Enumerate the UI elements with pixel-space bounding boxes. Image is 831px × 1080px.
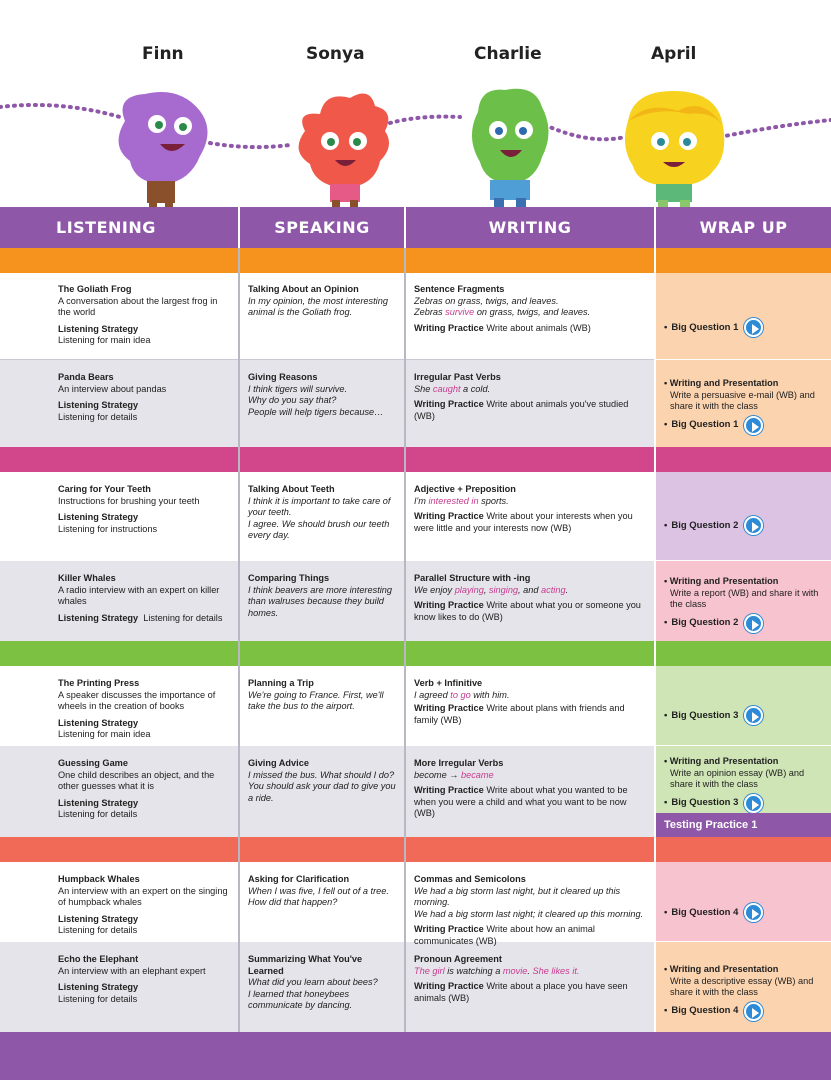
writing-cell — [406, 868, 654, 948]
big-question-label: Big Question 1 — [671, 321, 739, 333]
writing-practice-label: Writing Practice — [414, 399, 484, 410]
strategy-text: Listening for main idea — [58, 335, 151, 346]
writing-practice — [414, 924, 648, 947]
wrap-up-cell — [656, 372, 831, 435]
speaking-title: Summarizing What You've Learned — [248, 954, 363, 976]
example-highlight: singing — [488, 584, 519, 595]
strategy-line — [58, 613, 232, 625]
lesson-title: Humpback Whales — [58, 874, 140, 884]
example-part: become → — [414, 769, 461, 780]
writing-practice-text: Write about animals (WB) — [486, 322, 591, 333]
example-part: a cold. — [460, 383, 491, 394]
big-question-label: Big Question 2 — [671, 617, 739, 629]
writing-example: Zebras on grass, twigs, and leaves. — [414, 295, 559, 306]
writing-example — [414, 496, 648, 508]
play-icon[interactable] — [744, 903, 763, 922]
writing-example: We had a big storm last night, but it cleared up this morning. — [414, 885, 621, 908]
speaking-title: Comparing Things — [248, 573, 330, 583]
big-question-link[interactable]: • Big Question 1 — [664, 416, 825, 435]
writing-practice-text: Write about animals you've studied (WB) — [414, 399, 629, 421]
writing-presentation-title: Writing and Presentation — [669, 756, 779, 766]
character-name-sonya: Sonya — [306, 44, 365, 64]
writing-practice-text: Write about how an animal communicates (WB) — [414, 924, 595, 946]
writing-practice-label: Writing Practice — [414, 511, 484, 522]
example-part: I'm — [414, 495, 429, 506]
writing-cell — [406, 672, 654, 726]
speaking-example: I missed the bus. What should I do? — [248, 769, 395, 780]
big-question-label: Big Question 1 — [671, 419, 739, 431]
lesson-description: An interview about pandas — [58, 383, 167, 394]
writing-presentation-title: Writing and Presentation — [669, 964, 779, 974]
example-part: , and — [518, 584, 542, 595]
writing-practice-label: Writing Practice — [414, 924, 484, 935]
character-name-finn: Finn — [142, 44, 184, 64]
lesson-title: Caring for Your Teeth — [58, 484, 151, 494]
writing-example — [414, 384, 648, 396]
unit-band-4 — [0, 837, 831, 862]
sonya-character-illustration — [290, 86, 400, 216]
example-part: Zebras — [414, 307, 446, 318]
testing-practice-button[interactable]: Testing Practice 1 — [656, 813, 831, 837]
strategy-label: Listening Strategy — [58, 982, 139, 993]
example-part: . — [565, 584, 569, 595]
speaking-title: Planning a Trip — [248, 678, 314, 688]
example-part: sports. — [478, 495, 509, 506]
wrap-up-cell — [656, 570, 831, 633]
lesson-description: A radio interview with an expert on killer whales — [58, 584, 220, 607]
writing-practice-text: Write about what you wanted to be when you were a child and what you want to be now (WB) — [414, 785, 628, 819]
writing-example — [414, 585, 648, 597]
speaking-cell — [240, 948, 404, 1012]
speaking-example: You should ask your dad to give you a ride. — [248, 781, 396, 803]
example-highlight: to go — [450, 689, 471, 700]
play-icon[interactable] — [744, 516, 763, 535]
big-question-link[interactable]: • Big Question 2 — [664, 516, 825, 535]
character-name-april: April — [651, 44, 697, 64]
writing-presentation: • Writing and Presentation — [664, 964, 779, 974]
writing-cell — [406, 752, 654, 820]
speaking-example: I think beavers are more interesting than walruses because they build homes. — [248, 584, 393, 618]
play-icon[interactable] — [744, 1002, 763, 1021]
big-question-link[interactable]: • Big Question 4 — [664, 903, 825, 922]
play-icon[interactable] — [744, 614, 763, 633]
writing-cell — [406, 278, 654, 334]
big-question-link[interactable]: • Big Question 1 — [664, 318, 825, 337]
character-name-charlie: Charlie — [474, 44, 542, 64]
speaking-title: Asking for Clarification — [248, 874, 350, 884]
lesson-title: Echo the Elephant — [58, 954, 139, 964]
big-question-label: Big Question 2 — [671, 519, 739, 531]
writing-practice — [414, 323, 648, 335]
play-icon[interactable] — [744, 794, 763, 813]
speaking-example: I think tigers will survive. — [248, 383, 348, 394]
big-question-link[interactable]: • Big Question 4 — [664, 1002, 825, 1021]
play-icon[interactable] — [744, 416, 763, 435]
footer-band — [0, 1032, 831, 1080]
writing-title: Pronoun Agreement — [414, 954, 502, 964]
strategy-label: Listening Strategy — [58, 913, 139, 924]
unit-band-1 — [0, 248, 831, 273]
wrap-up-cell — [656, 698, 831, 725]
speaking-example: In my opinion, the most interesting animal is the Goliath frog. — [248, 295, 388, 318]
header-wrap-up: WRAP UP — [656, 207, 831, 248]
writing-presentation-text: Write a report (WB) and share it with the class — [670, 587, 819, 610]
big-question-link[interactable]: • Big Question 2 — [664, 614, 825, 633]
strategy-text: Listening for details — [58, 993, 138, 1004]
character-names — [0, 44, 831, 68]
speaking-cell — [240, 567, 404, 619]
row-divider — [0, 359, 656, 360]
example-part: , — [483, 584, 489, 595]
writing-title: Verb + Infinitive — [414, 678, 483, 688]
big-question-label: Big Question 4 — [671, 1005, 739, 1017]
example-highlight: The girl — [414, 965, 445, 976]
writing-practice-text: Write about what you or someone you know likes to do (WB) — [414, 600, 641, 622]
speaking-title: Giving Advice — [248, 758, 309, 768]
lesson-title: The Goliath Frog — [58, 284, 132, 294]
row-divider — [656, 560, 831, 561]
writing-presentation-text: Write an opinion essay (WB) and share it with the class — [670, 767, 805, 790]
example-highlight: caught — [432, 383, 461, 394]
listening-cell — [0, 478, 238, 535]
writing-presentation-text: Write a persuasive e-mail (WB) and share it with the class — [670, 389, 815, 412]
row-divider — [656, 359, 831, 360]
listening-cell — [0, 567, 238, 624]
example-highlight: She likes it. — [532, 965, 580, 976]
wrap-up-cell — [656, 750, 831, 813]
speaking-cell — [240, 752, 404, 804]
writing-practice — [414, 785, 648, 820]
play-icon[interactable] — [744, 706, 763, 725]
strategy-label: Listening Strategy — [58, 512, 139, 523]
example-part: I agreed — [414, 689, 451, 700]
speaking-title: Giving Reasons — [248, 372, 318, 382]
writing-practice — [414, 511, 648, 534]
header-listening: LISTENING — [0, 207, 240, 248]
speaking-example: We're going to France. First, we'll take the bus to the airport. — [248, 689, 384, 712]
writing-presentation-title: Writing and Presentation — [669, 378, 779, 388]
finn-character-illustration — [105, 86, 220, 216]
big-question-label: Big Question 4 — [671, 906, 739, 918]
writing-presentation-title: Writing and Presentation — [669, 576, 779, 586]
writing-title: More Irregular Verbs — [414, 758, 504, 768]
lesson-description: An interview with an expert on the singing of humpback whales — [58, 885, 228, 908]
speaking-cell — [240, 366, 404, 418]
strategy-text: Listening for details — [58, 411, 138, 422]
unit-band-2 — [0, 447, 831, 472]
strategy-label: Listening Strategy — [58, 400, 139, 411]
lesson-description: A speaker discusses the importance of wheels in the creation of books — [58, 689, 216, 712]
writing-title: Irregular Past Verbs — [414, 372, 501, 382]
row-divider — [656, 745, 831, 746]
lesson-description: Instructions for brushing your teeth — [58, 495, 200, 506]
writing-title: Parallel Structure with -ing — [414, 573, 531, 583]
writing-cell — [406, 567, 654, 623]
writing-example: We had a big storm last night; it cleared up this morning. — [414, 908, 644, 919]
lesson-title: Killer Whales — [58, 573, 116, 583]
writing-title: Sentence Fragments — [414, 284, 505, 294]
writing-presentation: • Writing and Presentation — [664, 756, 779, 766]
lesson-title: The Printing Press — [58, 678, 140, 688]
example-part: We enjoy — [414, 584, 455, 595]
writing-practice-text: Write about a place you have seen animals (WB) — [414, 981, 628, 1003]
example-highlight: interested in — [428, 495, 479, 506]
writing-practice — [414, 703, 648, 726]
lesson-title: Guessing Game — [58, 758, 128, 768]
writing-practice-label: Writing Practice — [414, 981, 484, 992]
strategy-label: Listening Strategy — [58, 323, 139, 334]
example-part: . — [527, 965, 533, 976]
writing-practice-label: Writing Practice — [414, 322, 484, 333]
listening-cell — [0, 366, 238, 423]
example-highlight: became — [460, 769, 494, 780]
unit-band-3 — [0, 641, 831, 666]
writing-cell — [406, 366, 654, 422]
writing-example — [414, 966, 648, 978]
big-question-link[interactable]: • Big Question 3 — [664, 794, 825, 813]
writing-cell — [406, 948, 654, 1004]
wrap-up-cell — [656, 310, 831, 337]
writing-presentation: • Writing and Presentation — [664, 378, 779, 388]
writing-title: Commas and Semicolons — [414, 874, 526, 884]
strategy-label: Listening Strategy — [58, 612, 139, 623]
wrap-up-cell — [656, 508, 831, 535]
example-highlight: survive — [445, 307, 475, 318]
listening-cell — [0, 868, 238, 937]
big-question-link[interactable]: • Big Question 3 — [664, 706, 825, 725]
wrap-up-cell — [656, 895, 831, 922]
writing-example — [414, 307, 648, 319]
wrap-up-cell — [656, 958, 831, 1021]
listening-cell — [0, 948, 238, 1005]
strategy-label: Listening Strategy — [58, 717, 139, 728]
writing-practice — [414, 600, 648, 623]
writing-presentation: • Writing and Presentation — [664, 576, 779, 586]
strategy-text: Listening for details — [58, 809, 138, 820]
strategy-text: Listening for instructions — [58, 523, 158, 534]
speaking-example: When I was five, I fell out of a tree. — [248, 885, 389, 896]
speaking-cell — [240, 868, 404, 909]
writing-example — [414, 690, 648, 702]
row-divider — [656, 941, 831, 942]
speaking-cell — [240, 478, 404, 542]
listening-cell — [0, 752, 238, 821]
big-question-label: Big Question 3 — [671, 797, 739, 809]
example-highlight: acting — [541, 584, 566, 595]
big-question-label: Big Question 3 — [671, 709, 739, 721]
listening-cell — [0, 278, 238, 347]
speaking-cell — [240, 278, 404, 319]
speaking-cell — [240, 672, 404, 713]
writing-title: Adjective + Preposition — [414, 484, 516, 494]
example-highlight: movie — [502, 965, 528, 976]
writing-practice-label: Writing Practice — [414, 785, 484, 796]
example-part: with him. — [470, 689, 510, 700]
example-part: is watching a — [444, 965, 503, 976]
writing-presentation-text: Write a descriptive essay (WB) and share it with the class — [670, 975, 814, 998]
header-speaking: SPEAKING — [240, 207, 406, 248]
writing-cell — [406, 478, 654, 534]
example-part: on grass, twigs, and leaves. — [474, 307, 591, 318]
charlie-character-illustration — [460, 82, 560, 217]
strategy-text: Listening for details — [143, 612, 223, 623]
speaking-example: People will help tigers because… — [248, 406, 384, 417]
example-highlight: playing — [454, 584, 484, 595]
writing-practice — [414, 399, 648, 422]
speaking-example: What did you learn about bees? — [248, 977, 378, 988]
speaking-example: I learned that honeybees communicate by dancing. — [248, 988, 353, 1011]
lesson-title: Panda Bears — [58, 372, 114, 382]
example-part: She — [414, 383, 433, 394]
listening-cell — [0, 672, 238, 741]
speaking-example: I agree. We should brush our teeth every day. — [248, 518, 390, 541]
play-icon[interactable] — [744, 318, 763, 337]
speaking-title: Talking About Teeth — [248, 484, 335, 494]
speaking-title: Talking About an Opinion — [248, 284, 359, 294]
writing-practice — [414, 981, 648, 1004]
lesson-description: A conversation about the largest frog in the world — [58, 295, 218, 318]
speaking-example: How did that happen? — [248, 897, 338, 908]
lesson-description: An interview with an elephant expert — [58, 965, 206, 976]
lesson-description: One child describes an object, and the other guesses what it is — [58, 769, 215, 792]
speaking-example: I think it is important to take care of your teeth. — [248, 495, 391, 518]
april-character-illustration — [618, 86, 730, 221]
strategy-text: Listening for details — [58, 925, 138, 936]
writing-practice-label: Writing Practice — [414, 600, 484, 611]
strategy-label: Listening Strategy — [58, 797, 139, 808]
strategy-text: Listening for main idea — [58, 729, 151, 740]
header-writing: WRITING — [406, 207, 656, 248]
speaking-example: Why do you say that? — [248, 395, 337, 406]
writing-example — [414, 770, 648, 782]
writing-practice-label: Writing Practice — [414, 703, 484, 714]
writing-practice-text: Write about plans with friends and family (WB) — [414, 703, 625, 725]
writing-practice-text: Write about your interests when you were little and your interests now (WB) — [414, 511, 633, 533]
